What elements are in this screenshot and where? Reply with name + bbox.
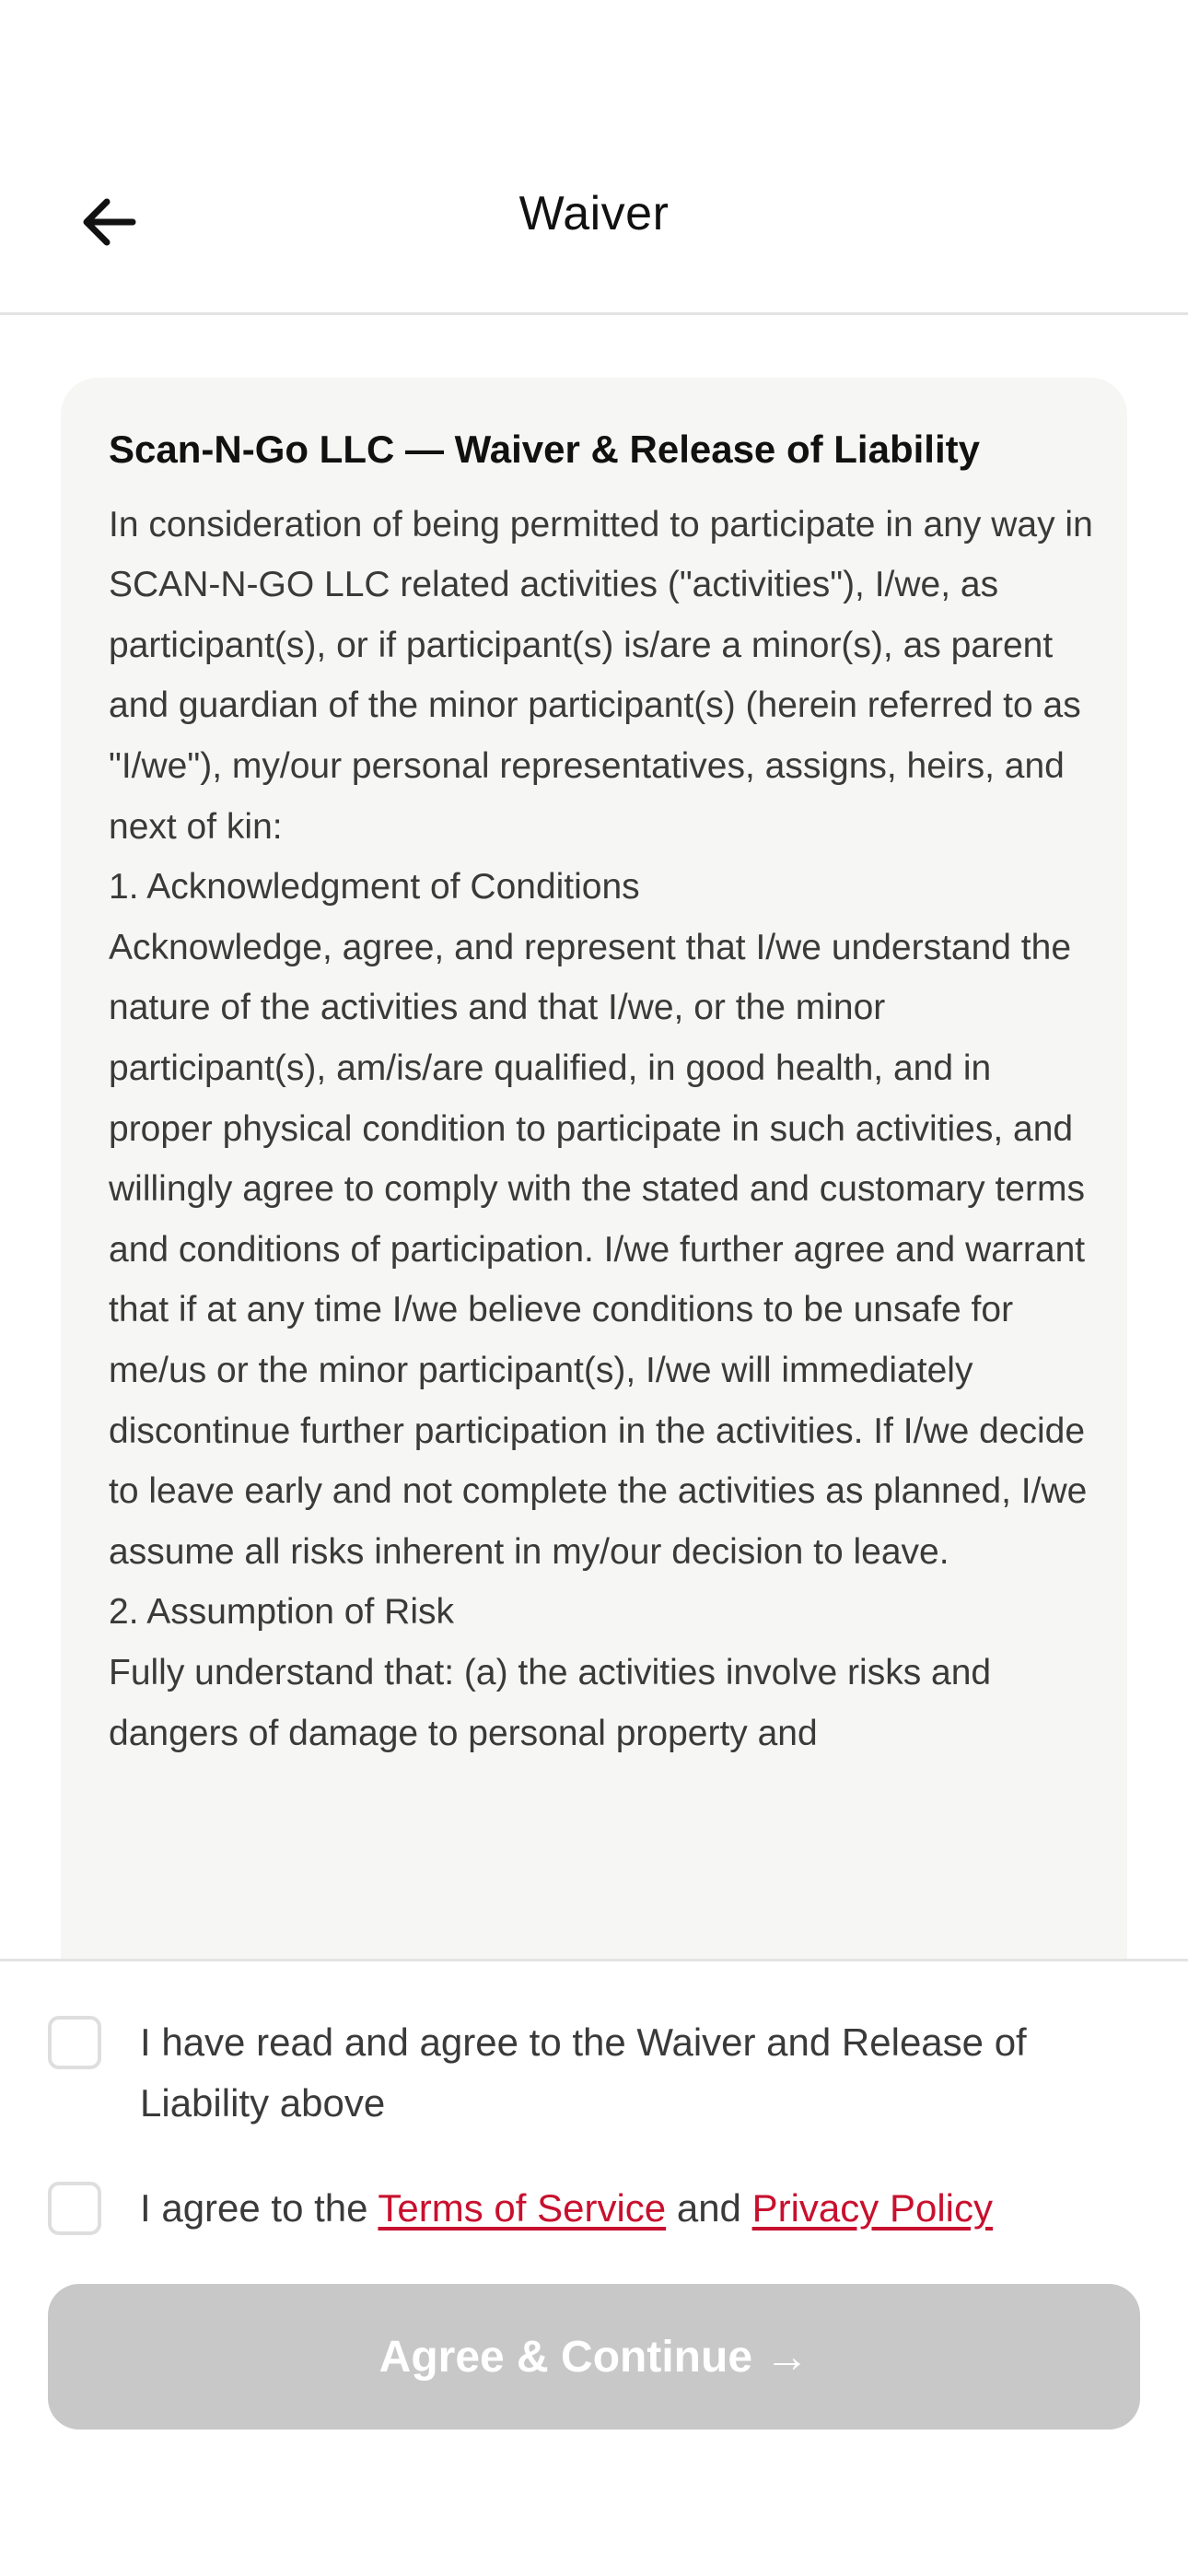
agreement-footer bbox=[0, 1959, 1188, 2576]
terms-prefix-text: I agree to the bbox=[140, 2186, 379, 2230]
waiver-body-text: In consideration of being permitted to participate in any way in SCAN-N-GO LLC related activities ("activities"), I/we, as participant(s), or if participant(s) is/are a minor(s), as parent and guardian of the minor participant(s) (herein referred to as "I/we"), my/our personal representatives, assigns, heirs, and next of kin: 1. Acknowledgment of Conditions Acknowledge, agree, and represent that I/we understand the nature of the activities and that I/we, or the minor participant(s), am/is/are qualified, in good health, and in proper physical condition to participate in such activities, and willingly agree to comply with the stated and customary terms and conditions of participation. I/we further agree and warrant that if at any time I/we believe conditions to be unsafe for me/us or the minor participant(s), I/we will immediately discontinue further participation in the activities. If I/we decide to leave early and not complete the activities as planned, I/we assume all risks inherent in my/our decision to leave. 2. Assumption of Risk Fully understand that: (a) the activities involve risks and dangers of damage to personal property and bbox=[109, 504, 1093, 1753]
terms-of-service-link[interactable]: Terms of Service bbox=[378, 2186, 667, 2230]
waiver-heading: Scan-N-Go LLC — Waiver & Release of Liability bbox=[109, 427, 980, 471]
waiver-agree-label: I have read and agree to the Waiver and Release of Liability above bbox=[140, 2020, 1027, 2125]
terms-agree-row bbox=[48, 2178, 1153, 2239]
app-header bbox=[0, 0, 1188, 315]
privacy-policy-link[interactable]: Privacy Policy bbox=[751, 2186, 993, 2230]
terms-agree-label bbox=[140, 2178, 1153, 2239]
waiver-agree-checkbox[interactable] bbox=[48, 2016, 101, 2069]
page-title: Waiver bbox=[518, 187, 670, 240]
waiver-agree-row bbox=[48, 2012, 1153, 2134]
waiver-text-panel[interactable] bbox=[61, 378, 1127, 1961]
agree-continue-button[interactable]: Agree & Continue → bbox=[48, 2284, 1140, 2430]
terms-middle-text: and bbox=[666, 2186, 752, 2230]
terms-agree-checkbox[interactable] bbox=[48, 2182, 101, 2235]
waiver-scroll-content bbox=[109, 424, 1094, 1763]
